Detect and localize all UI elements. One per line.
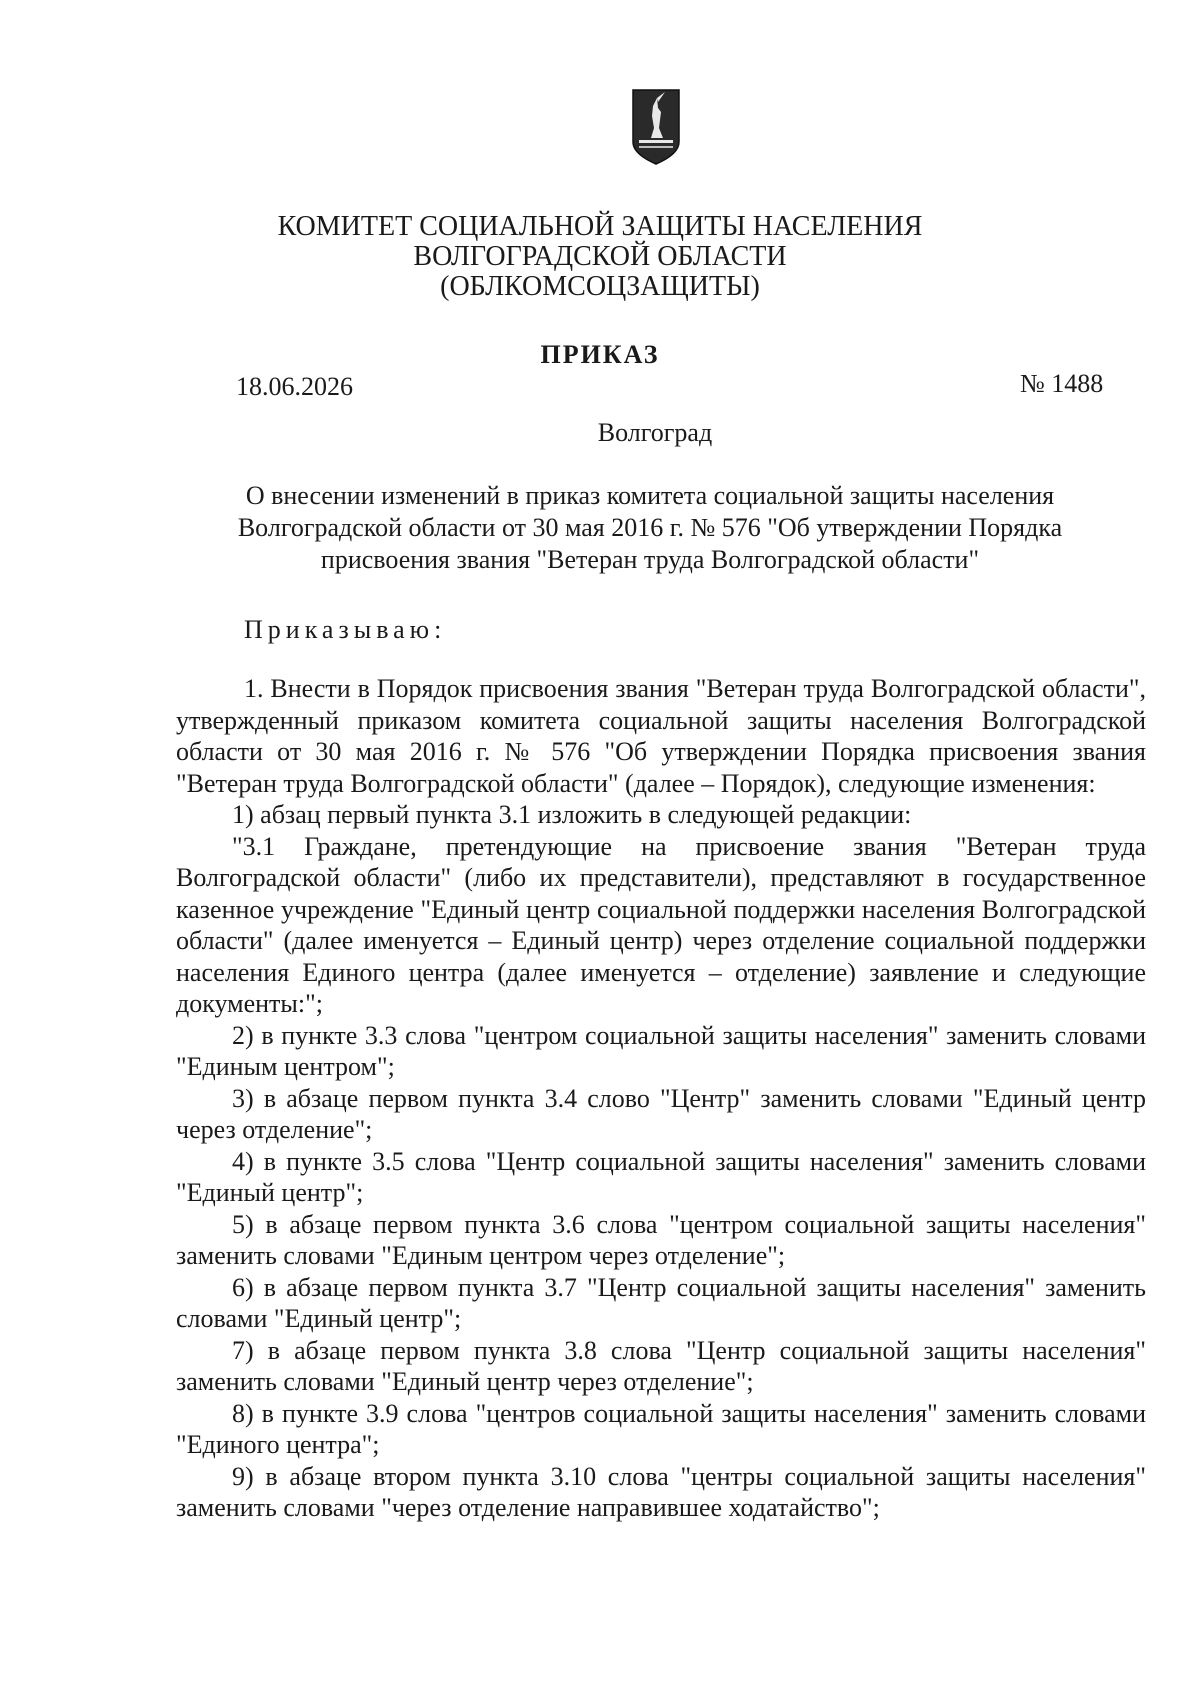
body-paragraph: 1) абзац первый пункта 3.1 изложить в следующей редакции: [232,800,912,829]
body-paragraph: 1. Внести в Порядок присвоения звания "Ветеран труда Волгоградской области", утвержденный приказом комитета социальной защиты населения Волгоградской области от 30 мая 2016 г. № 576 "Об утверждении Порядка присвоения звания "Ветеран труда Волгоградской области" (далее – Порядок), следующие изменения: [176,674,1146,798]
document-date: 18.06.2026 [236,372,353,401]
issuer-line-1: КОМИТЕТ СОЦИАЛЬНОЙ ЗАЩИТЫ НАСЕЛЕНИЯ [277,211,923,242]
order-word: Приказываю: [244,615,447,644]
body-paragraph: "3.1 Граждане, претендующие на присвоение звания "Ветеран труда Волгоградской области" (либо их представители), представляют в государственное казенное учреждение "Единый центр социальной поддержки населения Волгоградской области" (далее именуется – Единый центр) через отделение социальной поддержки населения Единого центра (далее именуется – отделение) заявление и следующие документы:"; [176,831,1146,1018]
body-paragraph: 5) в абзаце первом пункта 3.6 слова "центром социальной защиты населения" заменить словами "Единым центром через отделение"; [176,1209,1146,1270]
body-paragraph: 2) в пункте 3.3 слова "центром социальной защиты населения" заменить словами "Единым центром"; [176,1020,1146,1081]
body-paragraph: 9) в абзаце втором пункта 3.10 слова "центры социальной защиты населения" заменить словами "через отделение направившее ходатайство"; [176,1461,1146,1522]
issuer-line-2: ВОЛГОГРАДСКОЙ ОБЛАСТИ [413,241,787,272]
volgograd-emblem-icon [631,88,681,166]
body-paragraph: 7) в абзаце первом пункта 3.8 слова "Центр социальной защиты населения" заменить словами "Единый центр через отделение"; [176,1335,1146,1396]
document-body [176,673,1146,1524]
body-paragraph: 6) в абзаце первом пункта 3.7 "Центр социальной защиты населения" заменить словами "Единый центр"; [176,1272,1146,1333]
document-type: ПРИКАЗ [540,340,660,369]
body-paragraph: 3) в абзаце первом пункта 3.4 слово "Центр" заменить словами "Единый центр через отделение"; [176,1083,1146,1144]
body-paragraph: 4) в пункте 3.5 слова "Центр социальной защиты населения" заменить словами "Единый центр"; [176,1146,1146,1207]
issuer-line-3: (ОБЛКОМСОЦЗАЩИТЫ) [440,271,760,302]
document-number: № 1488 [1020,369,1104,398]
body-paragraph: 8) в пункте 3.9 слова "центров социальной защиты населения" заменить словами "Единого центра"; [176,1398,1146,1459]
issuer-header [200,212,1000,302]
document-city: Волгоград [597,418,713,447]
document-subject: О внесении изменений в приказ комитета социальной защиты населения Волгоградской области от 30 мая 2016 г. № 576 "Об утверждении Порядка присвоения звания "Ветеран труда Волгоградской области" [237,481,1063,574]
